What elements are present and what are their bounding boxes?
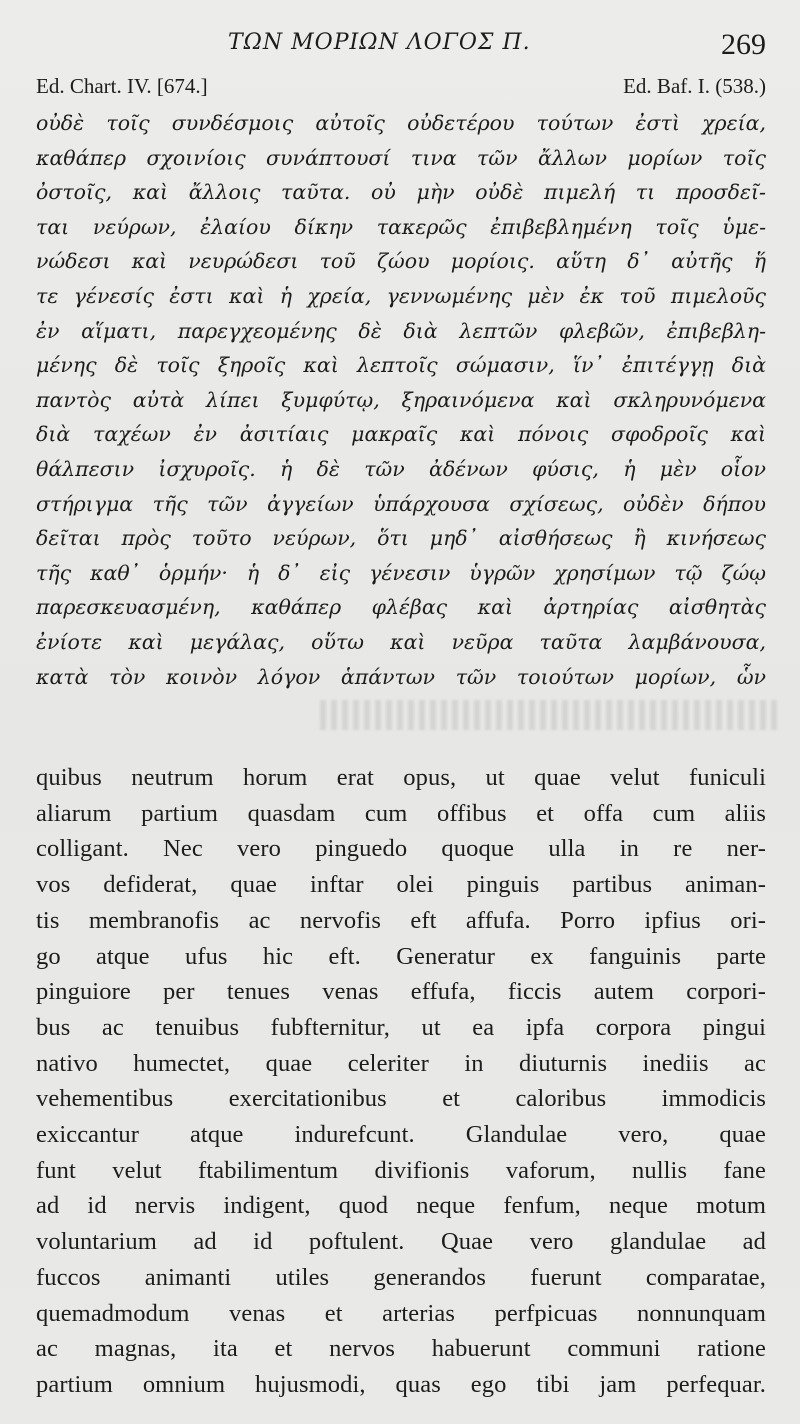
latin-line: vos defiderat, quae inftar olei pinguis partibus animan-: [36, 871, 766, 899]
edition-reference-line: [36, 74, 766, 104]
greek-line: παντὸς αὐτὰ λίπει ξυμφύτῳ, ξηραινόμενα καὶ σκληρυνόμενα: [36, 387, 766, 412]
greek-line: ἐν αἵματι, παρεγχεομένης δὲ διὰ λεπτῶν φλεβῶν, ἐπιβεβλη-: [36, 318, 766, 343]
greek-line: τῆς καθ᾽ ὁρμήν· ἡ δ᾽ εἰς γένεσιν ὑγρῶν χρησίμων τῷ ζώῳ: [36, 560, 766, 585]
greek-line: ται νεύρων, ἐλαίου δίκην τακερῶς ἐπιβεβλημένη τοῖς ὑμε-: [36, 214, 766, 239]
latin-text-block: [36, 760, 766, 1403]
latin-line: pinguiore per tenues venas effufa, ficcis autem corpori-: [36, 978, 766, 1006]
page-number: 269: [721, 28, 766, 61]
latin-line: exiccantur atque indurefcunt. Glandulae vero, quae: [36, 1121, 766, 1149]
latin-line: colligant. Nec vero pinguedo quoque ulla in re ner-: [36, 835, 766, 863]
greek-line: δεῖται πρὸς τοῦτο νεύρων, ὅτι μηδ᾽ αἰσθήσεως ἢ κινήσεως: [36, 526, 766, 551]
latin-line: voluntarium ad id poftulent. Quae vero glandulae ad: [36, 1228, 766, 1256]
greek-line: ὀστοῖς, καὶ ἄλλοις ταῦτα. οὐ μὴν οὐδὲ πιμελή τι προσδεῖ-: [36, 180, 766, 205]
greek-line: τε γένεσίς ἐστι καὶ ἡ χρεία, γεννωμένης μὲν ἐκ τοῦ πιμελοῦς: [36, 283, 766, 308]
greek-line: οὐδὲ τοῖς συνδέσμοις αὐτοῖς οὐδετέρου τούτων ἐστὶ χρεία,: [36, 111, 766, 135]
latin-line: quemadmodum venas et arterias perfpicuas nonnunquam: [36, 1299, 766, 1327]
greek-line: κατὰ τὸν κοινὸν λόγον ἁπάντων τῶν τοιούτων μορίων, ὧν: [36, 664, 766, 689]
edition-reference-left: Ed. Chart. IV. [674.]: [36, 74, 208, 98]
latin-line: funt velut ftabilimentum divifionis vaforum, nullis fane: [36, 1156, 766, 1184]
edition-reference-right: Ed. Baf. I. (538.): [623, 74, 766, 98]
latin-line: ac magnas, ita et nervos habuerunt communi ratione: [36, 1335, 766, 1363]
latin-line: aliarum partium quasdam cum offibus et offa cum aliis: [36, 799, 766, 827]
latin-line: nativo humectet, quae celeriter in diuturnis inediis ac: [36, 1049, 766, 1077]
latin-line: ad id nervis indigent, quod neque fenfum, neque motum: [36, 1192, 766, 1220]
latin-line: partium omnium hujusmodi, quas ego tibi jam perfequar.: [36, 1370, 766, 1398]
greek-line: ἐνίοτε καὶ μεγάλας, οὕτω καὶ νεῦρα ταῦτα λαμβάνουσα,: [36, 629, 766, 654]
running-title: ΤΩΝ ΜΟΡΙΩΝ ΛΟΓΟΣ Π.: [228, 30, 531, 55]
bleed-through-shadow: [320, 700, 780, 730]
latin-line: vehementibus exercitationibus et caloribus immodicis: [36, 1085, 766, 1113]
latin-line: tis membranofis ac nervofis eft affufa. Porro ipfius ori-: [36, 906, 766, 934]
latin-line: bus ac tenuibus fubfternitur, ut ea ipfa corpora pingui: [36, 1013, 766, 1041]
greek-line: θάλπεσιν ἰσχυροῖς. ἡ δὲ τῶν ἀδένων φύσις, ἡ μὲν οἷον: [36, 456, 766, 481]
greek-line: καθάπερ σχοινίοις συνάπτουσί τινα τῶν ἄλλων μορίων τοῖς: [36, 145, 766, 170]
greek-line: διὰ ταχέων ἐν ἀσιτίαις μακραῖς καὶ πόνοις σφοδροῖς καὶ: [36, 422, 766, 447]
latin-line: go atque ufus hic eft. Generatur ex fanguinis parte: [36, 942, 766, 970]
latin-line: fuccos animanti utiles generandos fuerunt comparatae,: [36, 1263, 766, 1291]
running-head: [0, 26, 800, 66]
greek-line: νώδεσι καὶ νευρώδεσι τοῦ ζώου μορίοις. αὕτη δ᾽ αὐτῆς ἥ: [36, 249, 766, 274]
greek-text-block: [36, 106, 766, 694]
latin-line: quibus neutrum horum erat opus, ut quae velut funiculi: [36, 764, 766, 791]
greek-line: παρεσκευασμένη, καθάπερ φλέβας καὶ ἀρτηρίας αἰσθητὰς: [36, 595, 766, 620]
greek-line: στήριγμα τῆς τῶν ἀγγείων ὑπάρχουσα σχίσεως, οὐδὲν δήπου: [36, 491, 766, 516]
greek-line: μένης δὲ τοῖς ξηροῖς καὶ λεπτοῖς σώμασιν, ἵν᾽ ἐπιτέγγῃ διὰ: [36, 353, 766, 378]
